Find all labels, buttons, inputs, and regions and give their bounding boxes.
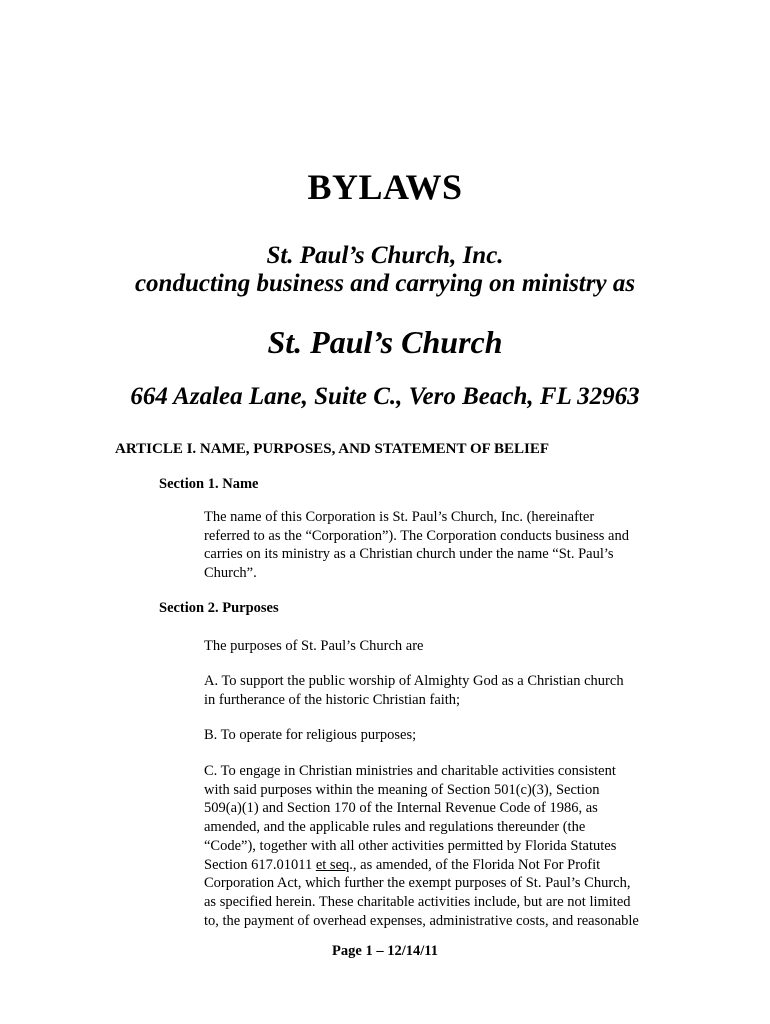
church-address: 664 Azalea Lane, Suite C., Vero Beach, FL 32963 [130,383,640,410]
paragraph-line: carries on its ministry as a Christian church under the name “St. Paul’s [204,546,614,563]
paragraph-line: The purposes of St. Paul’s Church are [204,638,424,654]
statute-prefix: Section 617.01011 [204,856,316,873]
paragraph-line: B. To operate for religious purposes; [204,727,417,743]
paragraph-line: The name of this Corporation is St. Paul’s Church, Inc. (hereinafter [204,509,595,525]
church-name: St. Paul’s Church [267,324,503,360]
purpose-c [204,762,639,930]
paragraph-line: amended, and the applicable rules and regulations thereunder (the [204,819,586,836]
paragraph-line: Church”. [204,565,257,582]
statute-suffix: ., as amended, of the Florida Not For Profit [349,856,601,873]
purpose-b [204,726,416,745]
section-1-paragraph [204,508,629,583]
article-heading: ARTICLE I. NAME, PURPOSES, AND STATEMENT OF BELIEF [115,441,549,457]
paragraph-line: to, the payment of overhead expenses, administrative costs, and reasonable [204,912,639,929]
paragraph-line: as specified herein. These charitable activities include, but are not limited [204,893,631,910]
purposes-intro [204,637,423,656]
corporate-name: St. Paul’s Church, Inc. [266,242,504,269]
paragraph-line: with said purposes within the meaning of Section 501(c)(3), Section [204,781,600,798]
paragraph-line: in furtherance of the historic Christian faith; [204,691,461,708]
paragraph-line: 509(a)(1) and Section 170 of the Internal Revenue Code of 1986, as [204,800,598,817]
page-footer: Page 1 – 12/14/11 [332,943,438,959]
section-2-heading: Section 2. Purposes [159,600,279,616]
paragraph-line: A. To support the public worship of Almighty God as a Christian church [204,673,624,689]
paragraph-line: C. To engage in Christian ministries and charitable activities consistent [204,763,616,779]
paragraph-line: “Code”), together with all other activities permitted by Florida Statutes [204,837,617,854]
document-title: BYLAWS [307,167,463,207]
paragraph-line-statute [204,856,639,875]
section-1-heading: Section 1. Name [159,476,259,492]
statute-et-seq: et seq [315,856,350,873]
paragraph-line: Corporation Act, which further the exempt purposes of St. Paul’s Church, [204,875,631,892]
purpose-a [204,672,624,709]
ministry-clause: conducting business and carrying on ministry as [134,270,636,297]
paragraph-line: referred to as the “Corporation”). The Corporation conducts business and [204,527,629,544]
